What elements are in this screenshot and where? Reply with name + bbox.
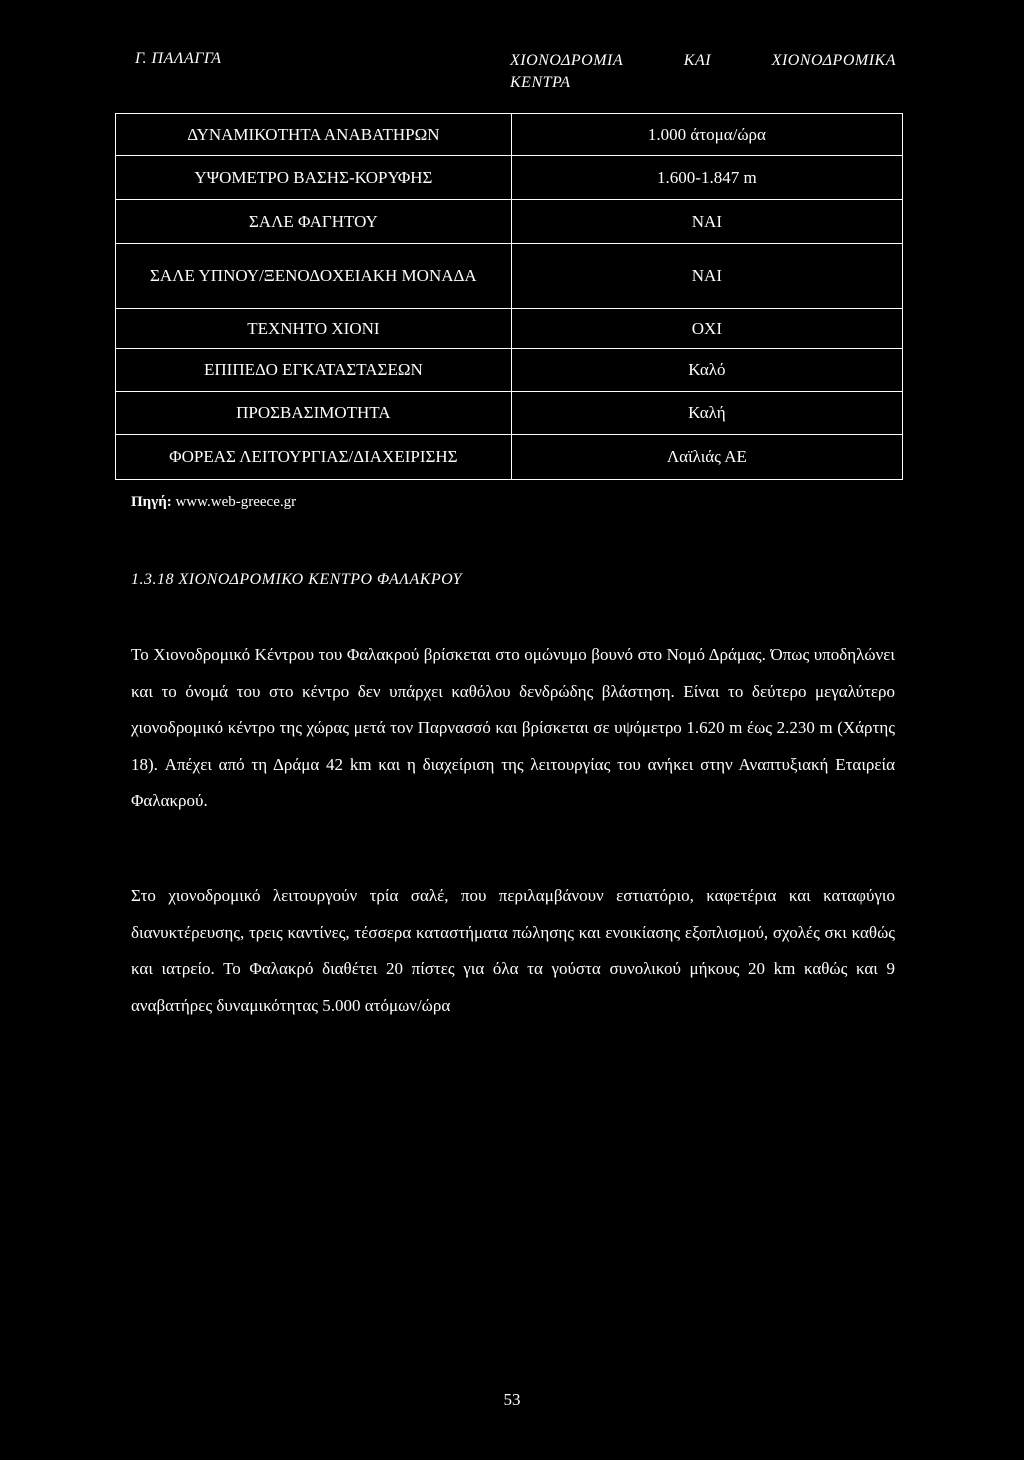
- source-url: www.web-greece.gr: [175, 494, 297, 510]
- running-header-title: [510, 50, 900, 94]
- row-label: ΣΑΛΕ ΦΑΓΗΤΟΥ: [116, 200, 512, 244]
- row-label: ΕΠΙΠΕΔΟ ΕΓΚΑΤΑΣΤΑΣΕΩΝ: [116, 349, 512, 392]
- row-label: ΠΡΟΣΒΑΣΙΜΟΤΗΤΑ: [116, 392, 512, 435]
- row-value: ΟΧΙ: [511, 309, 902, 349]
- section-heading: 1.3.18 ΧΙΟΝΟΔΡΟΜΙΚΟ ΚΕΝΤΡΟ ΦΑΛΑΚΡΟΥ: [131, 571, 462, 588]
- running-header-author: Γ. ΠΑΛΑΓΓΑ: [135, 50, 222, 67]
- row-value: Καλή: [511, 392, 902, 435]
- table-row: [116, 114, 903, 156]
- header-word-2: ΚΑΙ: [683, 52, 712, 69]
- table-row: [116, 392, 903, 435]
- row-label: ΤΕΧΝΗΤΟ ΧΙΟΝΙ: [116, 309, 512, 349]
- body-paragraph-1: Το Χιονοδρομικό Κέντρου του Φαλακρού βρίσκεται στο ομώνυμο βουνό στο Νομό Δράμας. Όπως υποδηλώνει και το όνομά του στο κέντρο δεν υπάρχει καθόλου δενδρώδης βλάστηση. Είναι το δεύτερο μεγαλύτερο χιονοδρομικό κέντρο της χώρας μετά τον Παρνασσό και βρίσκεται σε υψόμετρο 1.620 m έως 2.230 m (Χάρτης 18). Απέχει από τη Δράμα 42 km και η διαχείριση της λειτουργίας του ανήκει στην Αναπτυξιακή Εταιρεία Φαλακρού.: [131, 645, 895, 811]
- table-row: [116, 349, 903, 392]
- page-number: 53: [503, 1390, 521, 1409]
- row-label: ΣΑΛΕ ΥΠΝΟΥ/ΞΕΝΟΔΟΧΕΙΑΚΗ ΜΟΝΑΔΑ: [116, 244, 512, 309]
- table-row: [116, 156, 903, 200]
- table-row: [116, 200, 903, 244]
- row-value: Καλό: [511, 349, 902, 392]
- row-value: ΝΑΙ: [511, 244, 902, 309]
- source-label: Πηγή:: [131, 494, 172, 510]
- row-label: ΔΥΝΑΜΙΚΟΤΗΤΑ ΑΝΑΒΑΤΗΡΩΝ: [116, 114, 512, 156]
- row-value: ΝΑΙ: [511, 200, 902, 244]
- table-source: [131, 494, 296, 511]
- table-row: [116, 244, 903, 309]
- row-label: ΦΟΡΕΑΣ ΛΕΙΤΟΥΡΓΙΑΣ/ΔΙΑΧΕΙΡΙΣΗΣ: [116, 435, 512, 480]
- table-row: [116, 435, 903, 480]
- header-word-1: ΧΙΟΝΟΔΡΟΜΙΑ: [510, 52, 624, 69]
- body-paragraph-2: Στο χιονοδρομικό λειτουργούν τρία σαλέ, που περιλαμβάνουν εστιατόριο, καφετέρια και καταφύγιο διανυκτέρευσης, τρεις καντίνες, τέσσερα καταστήματα πώλησης και ενοικίασης εξοπλισμού, σχολές σκι καθώς και ιατρείο. Το Φαλακρό διαθέτει 20 πίστες για όλα τα γούστα συνολικού μήκους 20 km καθώς και 9 αναβατήρες δυναμικότητας 5.000 ατόμων/ώρα: [131, 886, 895, 1015]
- row-label: ΥΨΟΜΕΤΡΟ ΒΑΣΗΣ-ΚΟΡΥΦΗΣ: [116, 156, 512, 200]
- table-row: [116, 309, 903, 349]
- ski-center-info-table: [115, 113, 903, 480]
- row-value: Λαϊλιάς ΑΕ: [511, 435, 902, 480]
- row-value: 1.600-1.847 m: [511, 156, 902, 200]
- header-word-4: ΚΕΝΤΡΑ: [510, 74, 571, 91]
- row-value: 1.000 άτομα/ώρα: [511, 114, 902, 156]
- header-word-3: ΧΙΟΝΟΔΡΟΜΙΚΑ: [771, 52, 896, 69]
